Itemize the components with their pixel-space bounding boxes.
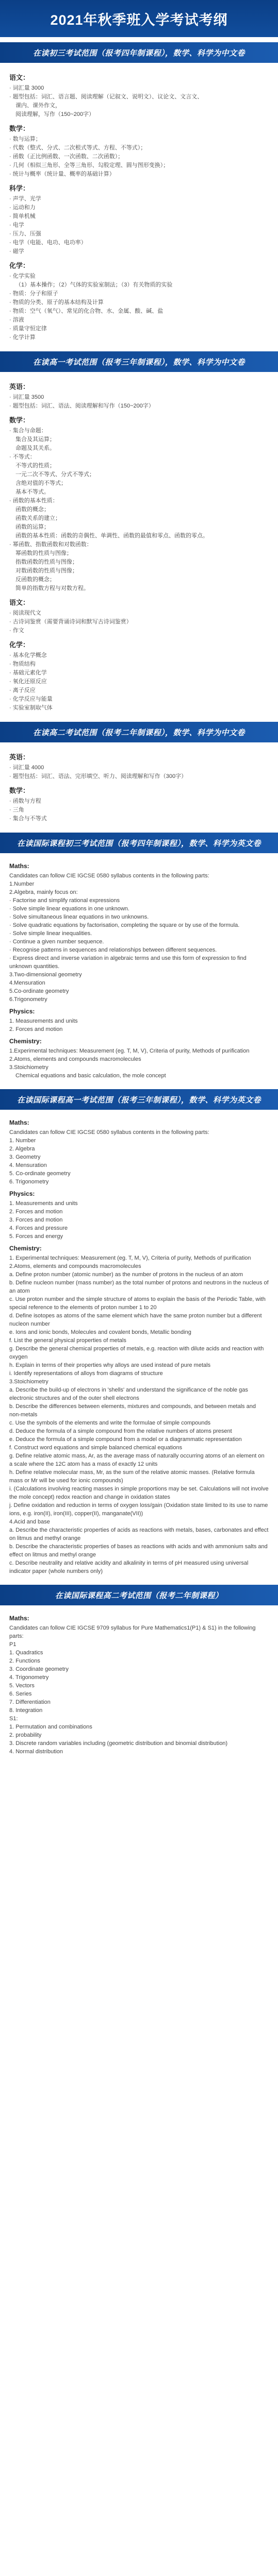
outline-line: 4.Acid and base (9, 1519, 50, 1525)
outline-line: · 物质结构 (9, 661, 36, 667)
outline-line: 1. Quadratics (9, 1650, 43, 1656)
subject-heading: 语文： (9, 74, 30, 81)
outline-line: 3.Two-dimensional geometry (9, 972, 82, 978)
outline-line: · 化学实验 (9, 273, 36, 279)
outline-line: 6.Trigonometry (9, 996, 47, 1003)
outline-line: 2.Algebra, mainly focus on: (9, 889, 78, 895)
outline-line: 4. Trigonometry (9, 1674, 49, 1681)
outline-line: j. Define oxidation and reduction in terms of oxygen loss/gain (Oxidation state limited to its use to name ions, e.g. iron(II), iron(III), copper(II), manganate(VII)) (9, 1502, 268, 1517)
outline-line: · 统计与概率（统计量、概率的基础计算） (9, 171, 115, 177)
outline-line: · 词汇量 4000 (9, 765, 44, 771)
outline-line: · 运动和力 (9, 205, 36, 211)
outline-line: f. List the general physical properties of metals (9, 1337, 126, 1344)
outline-line: · 集合与命题： (9, 428, 47, 434)
outline-line: · 不等式： (9, 454, 36, 460)
outline-line: 3. Forces and motion (9, 1217, 63, 1223)
outline-line: （1）基本操作；（2）气体的实验室制法；（3）有关物质的实验 (15, 282, 173, 288)
outline-line: 一元二次不等式、分式不等式； (15, 471, 95, 478)
outline-line: a. Describe the characteristic properties of acids as reactions with metals, bases, carbonates and effect on litmus and methyl orange (9, 1527, 269, 1541)
outline-line: · 压力、压强 (9, 231, 41, 237)
outline-line: 不等式的性质； (15, 463, 55, 469)
page-title: 2021年秋季班入学考试考纲 (50, 12, 228, 28)
outline-line: · Express direct and inverse variation in algebraic terms and use this form of expression to find unknown quantities. (9, 955, 247, 970)
outline-line: · 实验室制取气体 (9, 705, 53, 711)
outline-line: · 词汇量 3000 (9, 85, 44, 91)
outline-line: · 几何（相似三角形、全等三角形、勾股定理、圆与图形变换）； (9, 162, 169, 168)
subject-heading: Chemistry: (9, 1038, 42, 1045)
outline-line: · 集合与不等式 (9, 816, 47, 822)
outline-line: 2.Atoms, elements and compounds macromolecules (9, 1056, 141, 1062)
outline-line: 6. Trigonometry (9, 1179, 49, 1185)
outline-line: d. Define isotopes as atoms of the same element which have the same proton number but a different nucleon number (9, 1313, 262, 1327)
outline-line: · 题型包括：词汇、语法、阅读理解和写作（150~200字） (9, 403, 154, 409)
outline-line: Candidates can follow CIE IGCSE 0580 syllabus contents in the following parts: (9, 873, 209, 879)
outline-line: · 题型包括：词汇、语言题、阅读理解（记叙文、说明文）、议论文、文言文、 (9, 94, 203, 100)
outline-line: · 题型包括：词汇、语法、完形填空、听力、阅读理解和写作（300字） (9, 773, 187, 779)
outline-line: i. Identify representations of alloys from diagrams of structure (9, 1370, 163, 1377)
outline-line: g. Define relative atomic mass, Ar, as the average mass of naturally occurring atoms of an element on a scale where the 12C atom has a mass of exactly 12 units (9, 1453, 265, 1467)
title-banner (0, 0, 278, 37)
outline-line: 5. Vectors (9, 1683, 35, 1689)
outline-line: b. Describe the differences between elements, mixtures and compounds, and between metals and non-metals (9, 1403, 256, 1418)
outline-line: 1. Permutation and combinations (9, 1724, 92, 1730)
outline-line: · 物质：空气（氧气）、常见的化合物、水、金属、酸、碱、盐 (9, 308, 163, 314)
outline-line: 4.Mensuration (9, 980, 45, 986)
outline-line: a. Define proton number (atomic number) as the number of protons in the nucleus of an atom (9, 1272, 243, 1278)
outline-line: · 幂函数、指数函数和对数函数： (9, 541, 92, 548)
outline-line: g. Describe the general chemical properties of metals, e.g. reaction with dilute acids and reaction with oxygen (9, 1346, 264, 1360)
outline-line: · 声学、光学 (9, 196, 41, 202)
section-header: 在读高二考试范围（报考二年制课程），数学、科学为中文卷 (0, 722, 278, 742)
sections-container (0, 42, 278, 1760)
outline-line: 函数的运算； (15, 524, 50, 530)
outline-line: · 电学 (9, 222, 24, 228)
outline-line: 1.Experimental techniques: Measurement (eg. T, M, V), Criteria of purity, Methods of purification (9, 1048, 250, 1054)
outline-line: 5. Co-ordinate geometry (9, 1171, 71, 1177)
outline-line: 函数的基本性质：函数的奇偶性、单调性、函数的最值和零点、函数的零点。 (15, 533, 208, 539)
outline-line: 函数的概念； (15, 506, 50, 513)
section-header: 在读国际课程高一考试范围（报考三年制课程），数学、科学为英文卷 (0, 1089, 278, 1110)
outline-line: 基本不等式。 (15, 489, 50, 495)
outline-line: a. Describe the build-up of electrons in 'shells' and understand the significance of the noble gas electronic structures and of the outer shell electrons (9, 1387, 248, 1401)
section-content (0, 1605, 278, 1760)
section-header: 在读高一考试范围（报考三年制课程），数学、科学为中文卷 (0, 351, 278, 372)
outline-line: · Solve simultaneous linear equations in two unknowns. (9, 914, 149, 920)
outline-line: Candidates can follow CIE IGCSE 0580 syllabus contents in the following parts: (9, 1129, 209, 1136)
section-content (0, 372, 278, 717)
subject-heading: 语文： (9, 599, 30, 606)
outline-line: 3. Coordinate geometry (9, 1666, 69, 1672)
outline-line: 集合及其运算； (15, 436, 55, 443)
outline-line: · 化学反应与能量 (9, 696, 53, 702)
outline-line: f. Construct word equations and simple balanced chemical equations (9, 1445, 183, 1451)
subject-heading: 数学： (9, 787, 30, 794)
outline-line: 6. Series (9, 1691, 32, 1697)
outline-line: · 基本化学概念 (9, 652, 47, 658)
outline-line: · 溶液 (9, 317, 24, 323)
section-header: 在读初三考试范围（报考四年制课程），数学、科学为中文卷 (0, 42, 278, 63)
outline-line: 2. Forces and motion (9, 1209, 63, 1215)
outline-line: · 简单机械 (9, 213, 36, 219)
outline-line: · 词汇量 3500 (9, 394, 44, 400)
outline-line: · 物质：分子和原子 (9, 291, 58, 297)
outline-line: · Solve quadratic equations by factorisation, completing the square or by use of the formula. (9, 922, 240, 928)
outline-line: Chemical equations and basic calculation, the mole concept (15, 1073, 166, 1079)
subject-heading: 数学： (9, 125, 30, 132)
outline-line: 1. Experimental techniques: Measurement (eg. T, M, V), Criteria of purity, Methods of purification (9, 1255, 251, 1261)
outline-line: · Solve simple linear equations in one unknown. (9, 906, 129, 912)
outline-line: · 化学计算 (9, 334, 36, 341)
subject-heading: Maths: (9, 1615, 29, 1622)
outline-line: · 电学（电能、电功、电功率） (9, 240, 87, 246)
outline-line: 指数函数的性质与图像； (15, 559, 78, 565)
outline-line: 1. Measurements and units (9, 1200, 78, 1207)
section-content (0, 63, 278, 346)
subject-heading: Chemistry: (9, 1245, 42, 1252)
outline-line: 函数关系的建立； (15, 515, 61, 521)
section-content (0, 742, 278, 827)
outline-line: c. Use proton number and the simple structure of atoms to explain the basis of the Periodic Table, with special reference to the elements of proton number 1 to 20 (9, 1296, 266, 1311)
outline-line: 1. Number (9, 1138, 36, 1144)
outline-line: · 质量守恒定律 (9, 326, 47, 332)
outline-line: · 古诗词鉴赏（需要背诵诗词和默写古诗词鉴赏） (9, 619, 132, 625)
outline-line: · 函数（正比例函数、一次函数、二次函数）； (9, 154, 124, 160)
outline-line: · 磁学 (9, 248, 24, 255)
outline-line: · 阅读现代文 (9, 610, 41, 616)
outline-line: Candidates can follow CIE IGCSE 9709 syllabus for Pure Mathematics1(P1) & S1) in the following parts: (9, 1625, 256, 1639)
outline-line: 7. Differentiation (9, 1699, 51, 1705)
subject-heading: 数学： (9, 416, 30, 424)
outline-line: · Recognise patterns in sequences and relationships between different sequences. (9, 947, 217, 953)
outline-line: 2. Forces and motion (9, 1026, 63, 1032)
outline-line: 3. Discrete random variables including (geometric distribution and binomial distribution) (9, 1740, 228, 1747)
section-content (0, 1110, 278, 1580)
outline-line: · 三角 (9, 807, 24, 813)
outline-line: · Solve simple linear inequalities. (9, 930, 92, 937)
outline-line: 1. Measurements and units (9, 1018, 78, 1024)
outline-line: h. Explain in terms of their properties why alloys are used instead of pure metals (9, 1362, 211, 1368)
subject-heading: Maths: (9, 1119, 29, 1126)
outline-line: 5. Forces and energy (9, 1233, 63, 1240)
outline-line: 4. Mensuration (9, 1162, 47, 1168)
outline-line: b. Define nucleon number (mass number) as the total number of protons and neutrons in the nucleus of an atom (9, 1280, 269, 1294)
outline-line: · 离子反应 (9, 687, 36, 693)
outline-line: 对数函数的性质与图像； (15, 568, 78, 574)
outline-line: · Continue a given number sequence. (9, 939, 104, 945)
outline-line: b. Describe the characteristic properties of bases as reactions with acids and with ammonium salts and effect on litmus and methyl orange (9, 1544, 268, 1558)
outline-line: 5.Co-ordinate geometry (9, 988, 69, 994)
outline-line: 4. Forces and pressure (9, 1225, 68, 1231)
outline-line: e. Deduce the formula of a simple compound from a model or a diagrammatic representation (9, 1436, 242, 1443)
outline-line: 幂函数的性质与图像； (15, 550, 72, 556)
outline-line: · 函数与方程 (9, 798, 41, 804)
outline-line: 2. Algebra (9, 1146, 35, 1152)
outline-line: 反函数的概念； (15, 577, 55, 583)
outline-line: · 物质的分类、原子的基本结构及计算 (9, 299, 104, 306)
subject-heading: 英语： (9, 753, 30, 761)
subject-heading: 化学： (9, 641, 30, 649)
outline-line: S1: (9, 1716, 18, 1722)
section-header: 在读国际课程高二考试范围（报考二年制课程） (0, 1585, 278, 1605)
subject-heading: Physics: (9, 1190, 35, 1197)
outline-line: i. (Calculations involving reacting masses in simple proportions may be set. Calculations will not involve the mole concept) redox reaction and change in oxidation states (9, 1486, 269, 1500)
subject-heading: 英语： (9, 383, 30, 391)
outline-line: · 基础元素化学 (9, 670, 47, 676)
outline-line: 2.Atoms, elements and compounds macromolecules (9, 1263, 141, 1269)
subject-heading: Maths: (9, 862, 29, 870)
outline-line: 1.Number (9, 881, 35, 887)
outline-line: P1 (9, 1641, 17, 1648)
outline-line: c. Describe neutrality and relative acidity and alkalinity in terms of pH measured using universal indicator paper (whole numbers only) (9, 1560, 249, 1574)
outline-line: 3.Stoichiometry (9, 1064, 48, 1071)
outline-line: h. Define relative molecular mass, Mr, as the sum of the relative atomic masses. (Relative formula mass or Mr will be used for ionic compounds) (9, 1469, 255, 1484)
outline-line: 3. Geometry (9, 1154, 41, 1160)
subject-heading: 科学： (9, 184, 30, 192)
outline-line: 3.Stoichiometry (9, 1379, 48, 1385)
outline-line: · 数与运算； (9, 136, 41, 142)
outline-line: 2. Functions (9, 1658, 40, 1664)
outline-line: 课内、课外作文， (15, 103, 61, 109)
outline-line: 8. Integration (9, 1707, 43, 1714)
outline-line: 简单的指数方程与对数方程。 (15, 585, 89, 591)
outline-line: 阅读理解，写作（150~200字） (15, 111, 95, 117)
outline-line: c. Use the symbols of the elements and write the formulae of simple compounds (9, 1420, 211, 1426)
outline-line: e. Ions and ionic bonds, Molecules and covalent bonds, Metallic bonding (9, 1329, 191, 1335)
outline-line: · 函数的基本性质： (9, 498, 58, 504)
outline-line: · Factorise and simplify rational expressions (9, 897, 120, 904)
outline-line: 含绝对值的不等式； (15, 480, 67, 486)
outline-line: · 代数（整式、分式、二次根式等式、方程、不等式）； (9, 145, 146, 151)
subject-heading: Physics: (9, 1008, 35, 1015)
subject-heading: 化学： (9, 262, 30, 269)
outline-line: · 作文 (9, 628, 24, 634)
outline-line: d. Deduce the formula of a simple compound from the relative numbers of atoms present (9, 1428, 232, 1434)
section-header: 在读国际课程初三考试范围（报考四年制课程），数学、科学为英文卷 (0, 833, 278, 853)
outline-line: · 氧化还原反应 (9, 679, 47, 685)
section-content (0, 853, 278, 1084)
outline-line: 2. probability (9, 1732, 42, 1738)
outline-line: 4. Normal distribution (9, 1749, 63, 1755)
outline-line: 命题及其关系。 (15, 445, 55, 451)
